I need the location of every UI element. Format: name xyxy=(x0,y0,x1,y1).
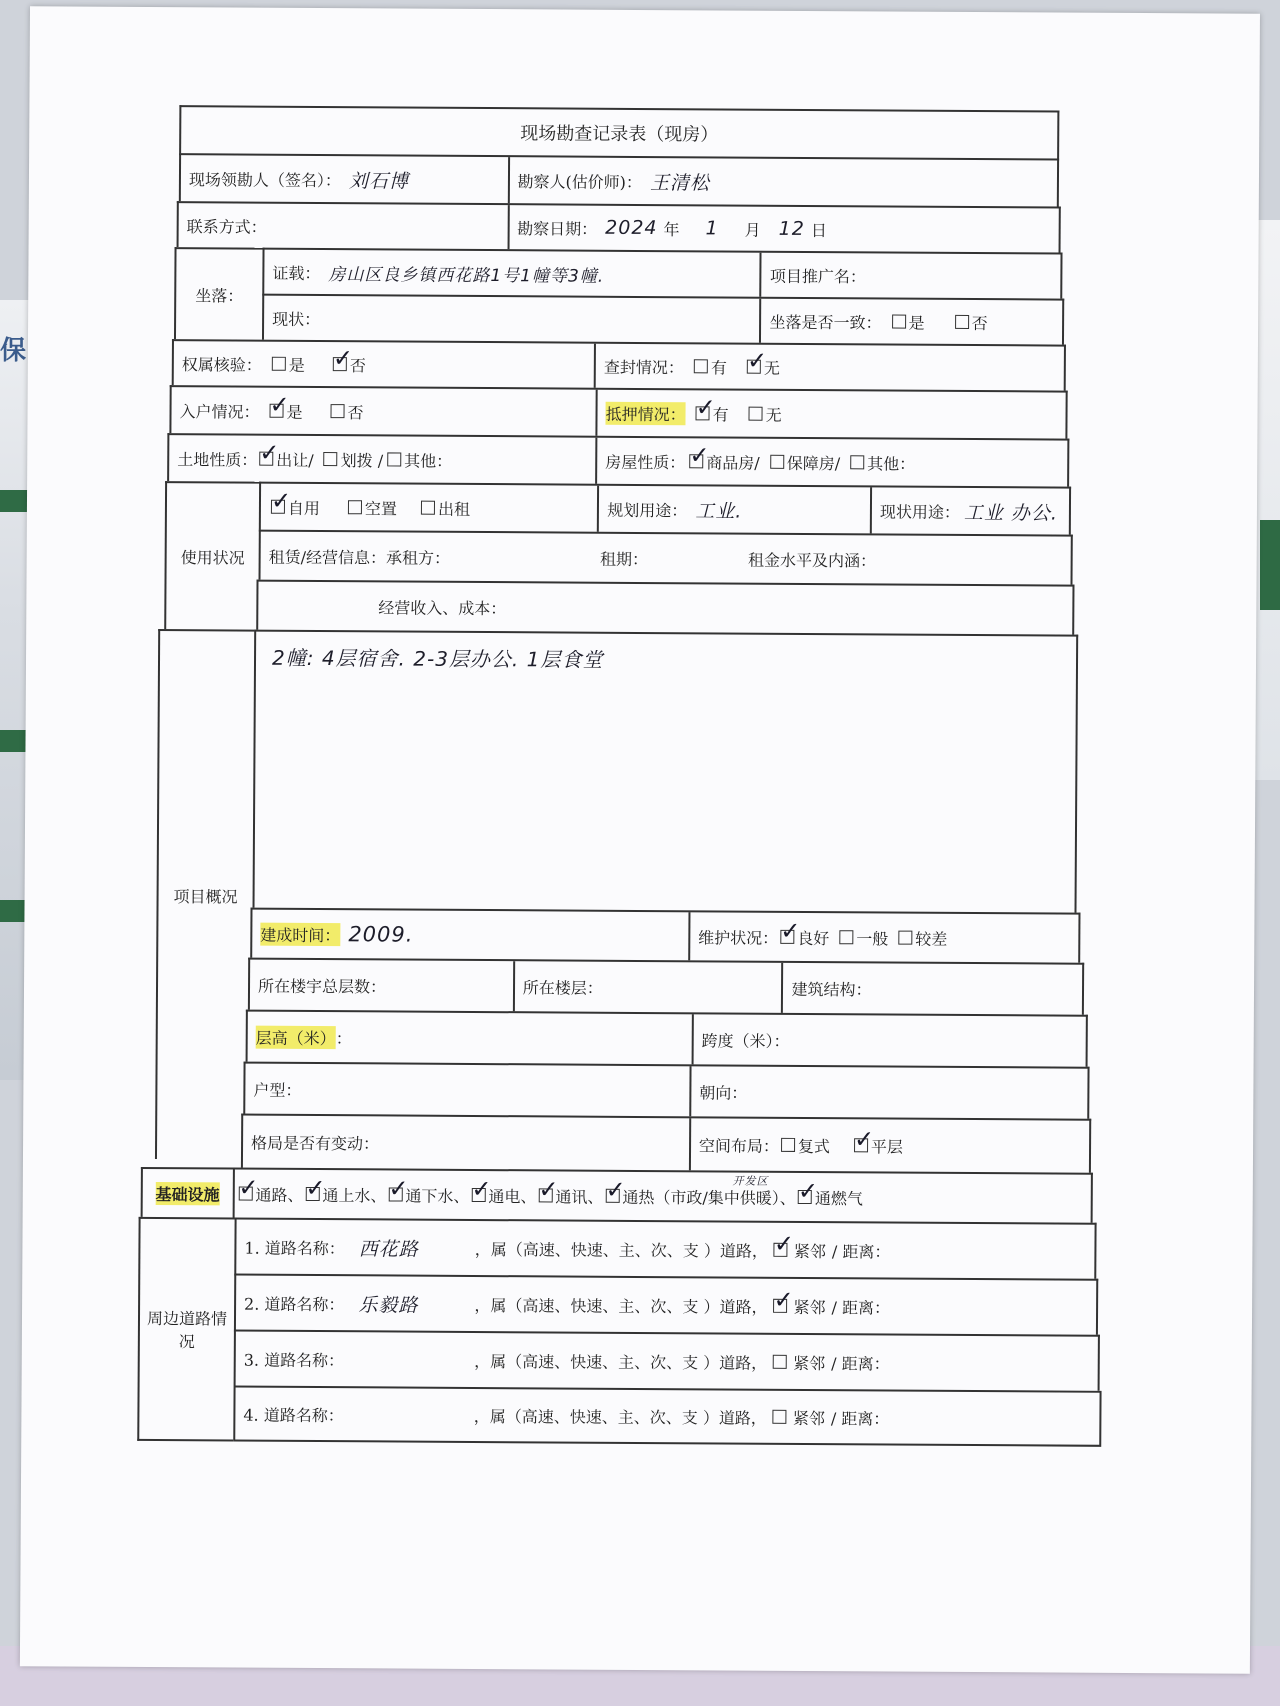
house-option-other: 其他： xyxy=(867,453,916,474)
space-flat-checkbox[interactable] xyxy=(854,1138,868,1152)
infra-water-checkbox[interactable] xyxy=(305,1187,319,1201)
floor-cell[interactable] xyxy=(515,961,784,1013)
height-label: 层高（米） xyxy=(256,1025,336,1048)
land-option-allocation: 划拨 / xyxy=(340,450,384,470)
date-month-unit: 月 xyxy=(744,220,761,240)
infra-handwritten-mark: 开发区 xyxy=(732,1174,769,1188)
consistent-yes-checkbox[interactable] xyxy=(892,315,906,329)
road-1-label: 1. 道路名称： xyxy=(244,1238,345,1258)
surveyor-cell xyxy=(509,157,1057,206)
house-other-checkbox[interactable] xyxy=(850,455,864,469)
rent-label: 租金水平及内涵： xyxy=(748,550,877,570)
mortgage-none-checkbox[interactable] xyxy=(749,407,763,421)
ownership-label: 权属核验： xyxy=(181,354,262,375)
no-label: 否 xyxy=(347,402,364,422)
orientation-cell[interactable] xyxy=(691,1066,1087,1118)
no-label: 否 xyxy=(971,313,988,333)
entry-cell xyxy=(171,387,597,436)
date-day-unit: 日 xyxy=(810,220,827,240)
background-logo: 保 xyxy=(0,336,27,366)
ownership-row xyxy=(172,339,1066,390)
usage-vacant-checkbox[interactable] xyxy=(348,500,362,514)
yes-label: 是 xyxy=(286,402,303,422)
current-use-value: 工业 办公. xyxy=(963,501,1059,525)
road-3-distance: / 距离： xyxy=(831,1353,890,1374)
overview-notes-box[interactable] xyxy=(253,630,1079,913)
leader-cell xyxy=(181,155,510,203)
road-2-adjacent-checkbox[interactable] xyxy=(773,1299,787,1313)
space-duplex: 复式 xyxy=(797,1136,831,1156)
leader-signature[interactable]: 刘石博 xyxy=(348,169,410,193)
infrastructure-label: 基础设施 xyxy=(155,1182,219,1205)
none-label: 无 xyxy=(765,405,782,425)
cert-label: 证载： xyxy=(272,263,321,283)
floors-total-label: 所在楼宇总层数： xyxy=(257,976,387,996)
planned-use-value: 工业. xyxy=(695,499,743,523)
background-strip xyxy=(0,490,28,512)
road-3-adjacent: 紧邻 xyxy=(793,1353,826,1373)
land-cell xyxy=(169,435,597,484)
road-1-adjacent: 紧邻 xyxy=(793,1241,826,1261)
have-label: 有 xyxy=(710,357,728,378)
usage-label: 使用状况 xyxy=(164,481,259,630)
yes-label: 是 xyxy=(908,313,925,333)
floors-total-cell[interactable] xyxy=(250,960,515,1012)
road-4-distance: / 距离： xyxy=(830,1408,890,1429)
infra-road-checkbox[interactable] xyxy=(238,1187,252,1201)
space-flat: 平层 xyxy=(870,1136,904,1157)
road-2-type: ，属（高速、快速、主、次、支 ）道路， xyxy=(474,1295,768,1317)
mortgage-cell xyxy=(598,390,1066,439)
seizure-none-checkbox[interactable] xyxy=(747,360,761,374)
cert-address: 房山区良乡镇西花路1号1幢等3幢. xyxy=(328,264,605,287)
unit-label: 户型： xyxy=(253,1080,302,1100)
planned-use-cell[interactable] xyxy=(599,486,872,534)
built-row xyxy=(250,908,1080,963)
layout-row xyxy=(241,1114,1091,1173)
road-cell-1[interactable] xyxy=(236,1220,1094,1279)
maintenance-good: 良好 xyxy=(797,928,830,948)
lease-term-label: 租期： xyxy=(599,549,649,569)
built-label: 建成时间： xyxy=(260,922,340,945)
road-4-name xyxy=(358,1414,468,1415)
infra-power: 通电、 xyxy=(488,1186,537,1206)
infra-heat-checkbox[interactable] xyxy=(605,1189,619,1203)
current-label: 现状： xyxy=(272,309,321,329)
entry-no-checkbox[interactable] xyxy=(331,404,345,418)
road-2-adjacent: 紧邻 xyxy=(793,1297,826,1317)
structure-label: 建筑结构： xyxy=(791,979,872,999)
date-label: 勘察日期： xyxy=(517,218,598,239)
structure-cell[interactable] xyxy=(783,963,1082,1015)
mortgage-label: 抵押情况： xyxy=(606,401,686,424)
income-cell[interactable] xyxy=(258,582,1072,635)
land-sale-checkbox[interactable] xyxy=(259,452,273,466)
leader-label: 现场领勘人（签名）： xyxy=(188,169,342,190)
contact-label: 联系方式： xyxy=(186,216,267,237)
project-name-label: 项目推广名： xyxy=(769,266,866,286)
space-layout-label: 空间布局： xyxy=(698,1135,780,1156)
infrastructure-row xyxy=(141,1167,1093,1223)
date-day: 12 xyxy=(778,217,805,240)
land-option-other: 其他： xyxy=(404,451,453,471)
no-label: 否 xyxy=(349,355,366,375)
usage-self-checkbox[interactable] xyxy=(271,500,285,514)
survey-form-paper xyxy=(20,6,1260,1673)
ownership-yes-checkbox[interactable] xyxy=(272,357,286,371)
unit-cell[interactable] xyxy=(245,1064,691,1117)
project-name-cell[interactable] xyxy=(762,253,1061,299)
consistent-label: 坐落是否一致： xyxy=(769,312,882,332)
income-row xyxy=(256,580,1074,635)
built-cell[interactable] xyxy=(252,910,690,961)
road-4-adjacent: 紧邻 xyxy=(792,1408,825,1428)
surveyor-label: 勘察人(估价师)： xyxy=(517,171,643,192)
signature-row xyxy=(179,153,1059,206)
height-colon: ： xyxy=(335,1028,352,1048)
land-label: 土地性质： xyxy=(177,449,258,470)
infrastructure-label-cell xyxy=(143,1169,235,1218)
overview-note: 2幢: 4层宿舍. 2-3层办公. 1层食堂 xyxy=(271,645,604,672)
infra-gas-checkbox[interactable] xyxy=(798,1190,812,1204)
span-label: 跨度（米）： xyxy=(701,1030,790,1051)
floor-label: 所在楼层： xyxy=(522,977,603,998)
nature-row xyxy=(167,433,1069,487)
infra-road: 通路、 xyxy=(255,1185,304,1205)
span-cell[interactable] xyxy=(693,1014,1085,1066)
road-2-distance: / 距离： xyxy=(831,1297,891,1318)
overview-label: 项目概况 xyxy=(155,629,254,1160)
house-option-affordable: 保障房/ xyxy=(786,453,841,473)
maintenance-good-checkbox[interactable] xyxy=(780,930,794,944)
roads-label: 周边道路情况 xyxy=(137,1217,234,1442)
none-label: 无 xyxy=(763,358,781,378)
lease-row xyxy=(259,530,1073,585)
usage-option-self: 自用 xyxy=(287,498,321,518)
usage-row xyxy=(259,482,1071,535)
infra-gas: 通燃气 xyxy=(814,1188,863,1208)
house-commercial-checkbox[interactable] xyxy=(689,454,703,468)
land-other-checkbox[interactable] xyxy=(387,452,401,466)
cert-cell[interactable] xyxy=(264,250,762,297)
built-value: 2009. xyxy=(348,922,414,947)
road-row-3 xyxy=(234,1330,1100,1391)
infra-telecom: 通讯、 xyxy=(555,1186,604,1207)
usage-options-cell xyxy=(261,484,600,532)
orientation-label: 朝向： xyxy=(699,1082,748,1103)
land-option-sale: 出让/ xyxy=(276,450,314,470)
infra-drain: 通下水、 xyxy=(405,1186,470,1206)
planned-use-label: 规划用途： xyxy=(607,500,688,520)
road-4-label: 4. 道路名称： xyxy=(243,1405,344,1425)
maintenance-poor: 较差 xyxy=(915,929,948,949)
entry-yes-checkbox[interactable] xyxy=(270,404,284,418)
ownership-cell xyxy=(174,341,596,388)
entry-row xyxy=(169,385,1067,438)
height-row xyxy=(246,1010,1088,1067)
infra-drain-checkbox[interactable] xyxy=(388,1187,402,1201)
have-label: 有 xyxy=(712,404,729,425)
entry-label: 入户情况： xyxy=(179,401,260,422)
ownership-no-checkbox[interactable] xyxy=(333,357,347,371)
maintenance-normal-checkbox[interactable] xyxy=(839,930,853,944)
current-cell[interactable] xyxy=(264,296,762,343)
road-3-type: ，属（高速、快速、主、次、支 ）道路， xyxy=(474,1351,768,1373)
road-row-2 xyxy=(234,1274,1098,1335)
road-1-adjacent-checkbox[interactable] xyxy=(774,1243,788,1257)
current-use-label: 现状用途： xyxy=(879,501,960,522)
maintenance-label: 维护状况： xyxy=(698,927,779,948)
maintenance-poor-checkbox[interactable] xyxy=(898,931,912,945)
layout-change-cell[interactable] xyxy=(243,1116,691,1171)
current-use-cell[interactable] xyxy=(872,487,1069,534)
infrastructure-options-cell xyxy=(234,1170,1091,1223)
house-affordable-checkbox[interactable] xyxy=(770,455,784,469)
road-3-label: 3. 道路名称： xyxy=(243,1350,345,1370)
usage-option-rent: 出租 xyxy=(437,499,471,519)
maintenance-cell xyxy=(690,912,1078,962)
road-2-name: 乐毅路 xyxy=(358,1293,419,1317)
layout-change-label: 格局是否有变动： xyxy=(251,1133,380,1153)
consistent-cell xyxy=(761,299,1062,345)
date-month: 1 xyxy=(705,217,719,240)
form-title: 现场勘查记录表（现房） xyxy=(179,105,1059,158)
certificate-row xyxy=(262,248,1062,299)
date-year-unit: 年 xyxy=(663,219,680,239)
house-cell xyxy=(597,438,1067,487)
mortgage-have-checkbox[interactable] xyxy=(696,406,710,420)
maintenance-normal: 一般 xyxy=(856,928,889,949)
lease-label: 租赁/经营信息：承租方： xyxy=(268,547,451,568)
contact-row xyxy=(177,201,1061,252)
unit-row xyxy=(243,1062,1089,1119)
road-3-name xyxy=(358,1359,468,1360)
road-cell-2[interactable] xyxy=(236,1276,1096,1335)
background-strip xyxy=(0,730,28,752)
yes-label: 是 xyxy=(288,355,305,375)
usage-rent-checkbox[interactable] xyxy=(421,501,435,515)
space-layout-cell xyxy=(691,1118,1089,1172)
height-cell[interactable] xyxy=(248,1012,694,1065)
infra-water: 通上水、 xyxy=(322,1185,387,1205)
date-cell[interactable] xyxy=(509,205,1059,252)
infra-power-checkbox[interactable] xyxy=(471,1188,485,1202)
consistent-no-checkbox[interactable] xyxy=(955,315,969,329)
income-label: 经营收入、成本： xyxy=(378,597,507,618)
road-4-type: ，属（高速、快速、主、次、支 ）道路， xyxy=(473,1406,767,1428)
road-row-4 xyxy=(233,1386,1101,1447)
road-1-type: ，属（高速、快速、主、次、支 ）道路， xyxy=(474,1239,768,1261)
seizure-cell xyxy=(596,344,1064,391)
contact-cell[interactable] xyxy=(179,203,510,249)
house-label: 房屋性质： xyxy=(605,452,686,472)
infra-heat: 通热（市政/集中供暖）、 xyxy=(622,1187,796,1208)
road-2-label: 2. 道路名称： xyxy=(244,1294,345,1314)
land-allocation-checkbox[interactable] xyxy=(324,452,338,466)
current-row xyxy=(262,294,1064,345)
road-row-1 xyxy=(234,1218,1096,1279)
seizure-have-checkbox[interactable] xyxy=(694,359,708,373)
road-cell-4[interactable] xyxy=(235,1388,1099,1445)
surveyor-signature[interactable]: 王清松 xyxy=(649,171,711,194)
road-4-adjacent-checkbox[interactable] xyxy=(773,1410,787,1424)
location-label: 坐落： xyxy=(174,247,263,340)
seizure-label: 查封情况： xyxy=(603,357,685,377)
road-1-distance: / 距离： xyxy=(831,1241,891,1262)
house-option-commercial: 商品房/ xyxy=(706,452,760,473)
road-1-name: 西花路 xyxy=(358,1237,419,1261)
usage-option-vacant: 空置 xyxy=(364,498,398,518)
lease-cell[interactable] xyxy=(261,532,1071,585)
date-year: 2024 xyxy=(605,216,658,240)
floors-row xyxy=(248,958,1084,1015)
infra-telecom-checkbox[interactable] xyxy=(538,1188,552,1202)
space-duplex-checkbox[interactable] xyxy=(781,1138,795,1152)
road-3-adjacent-checkbox[interactable] xyxy=(773,1355,787,1369)
road-cell-3[interactable] xyxy=(236,1332,1098,1391)
